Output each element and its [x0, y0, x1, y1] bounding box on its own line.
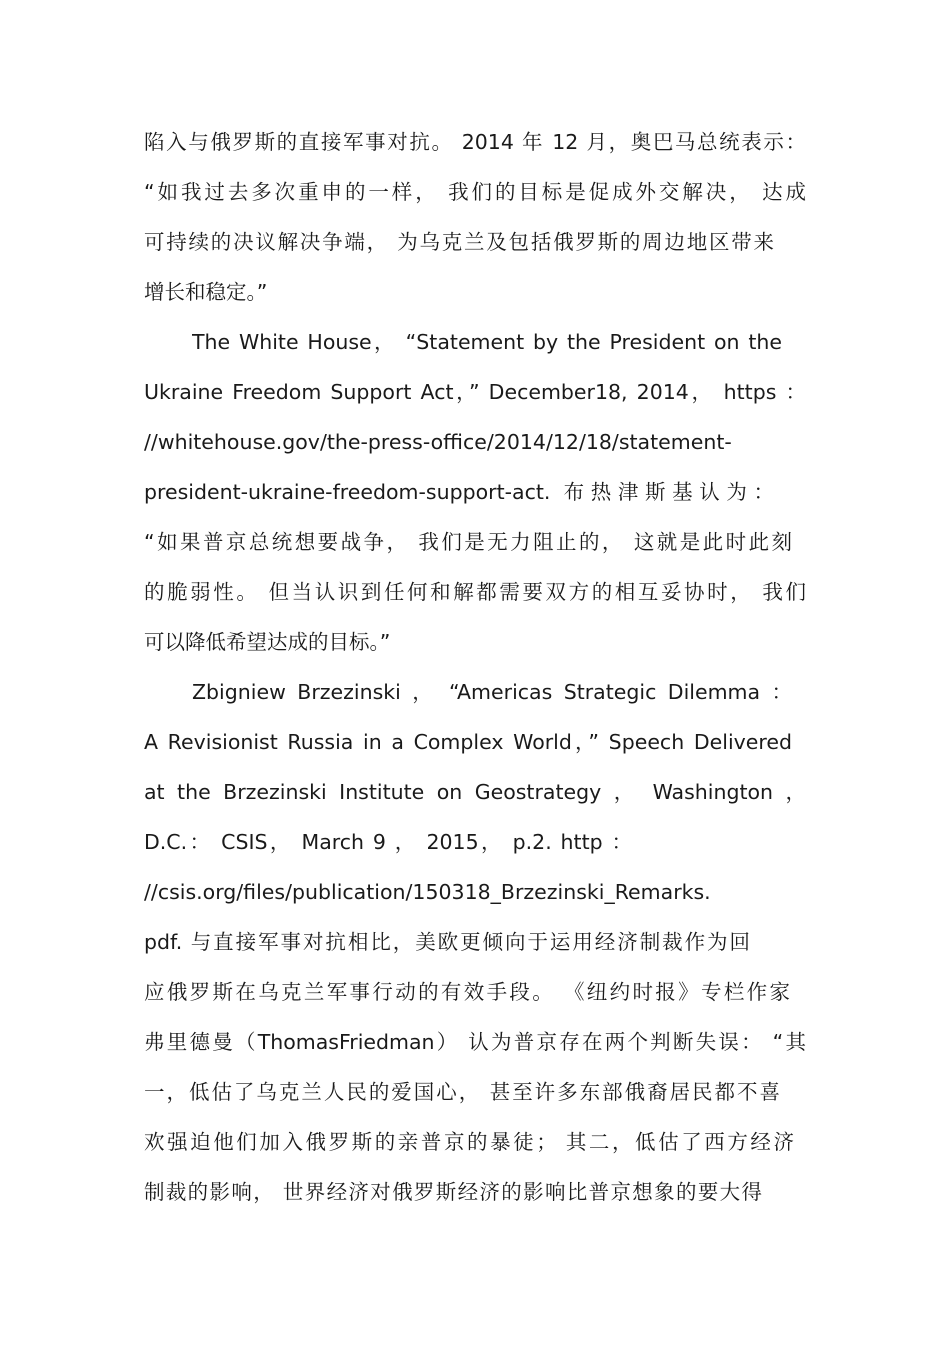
text-line: 增长和稳定。”: [144, 280, 268, 304]
text-line: 欢强迫他们加入俄罗斯的亲普京的暴徒； 其二，低估了西方经济: [144, 1130, 794, 1154]
text-line: pdf. 与直接军事对抗相比，美欧更倾向于运用经济制裁作为回: [144, 930, 750, 954]
text-line: 陷入与俄罗斯的直接军事对抗。 2014 年 12 月，奥巴马总统表示：: [144, 130, 806, 154]
text-line: 弗里德曼（ThomasFriedman） 认为普京存在两个判断失误： “其: [144, 1030, 806, 1054]
text-line: president-ukraine-freedom-support-act. 布热津斯基认为：: [144, 480, 774, 504]
text-line: “如果普京总统想要战争， 我们是无力阻止的， 这就是此时此刻: [144, 530, 792, 554]
footnote-line: The White House， “Statement by the President on the: [192, 330, 782, 354]
text-line: 的脆弱性。 但当认识到任何和解都需要双方的相互妥协时， 我们: [144, 580, 806, 604]
text-line: 应俄罗斯在乌克兰军事行动的有效手段。 《纽约时报》专栏作家: [144, 980, 790, 1004]
text-line: “如我过去多次重申的一样， 我们的目标是促成外交解决， 达成: [144, 180, 806, 204]
footnote-line: //whitehouse.gov/the-press-office/2014/12/18/statement-: [144, 430, 732, 454]
footnote-line: Ukraine Freedom Support Act，” December18, 2014， https ：: [144, 380, 806, 404]
footnote-line: //csis.org/files/publication/150318_Brzezinski_Remarks.: [144, 880, 711, 904]
footnote-line: Zbigniew Brzezinski ， “Americas Strategic Dilemma ：: [192, 680, 792, 704]
text-line: 可持续的决议解决争端， 为乌克兰及包括俄罗斯的周边地区带来: [144, 230, 774, 254]
text-line: 一，低估了乌克兰人民的爱国心， 甚至许多东部俄裔居民都不喜: [144, 1080, 780, 1104]
footnote-line: A Revisionist Russia in a Complex World，” Speech Delivered: [144, 730, 792, 754]
footnote-line: D.C.： CSIS， March 9 ， 2015， p.2. http ：: [144, 830, 632, 854]
footnote-line: at the Brzezinski Institute on Geostrategy ， Washington ，: [144, 780, 806, 804]
text-line: 可以降低希望达成的目标。”: [144, 630, 391, 654]
text-line: 制裁的影响， 世界经济对俄罗斯经济的影响比普京想象的要大得: [144, 1180, 762, 1204]
